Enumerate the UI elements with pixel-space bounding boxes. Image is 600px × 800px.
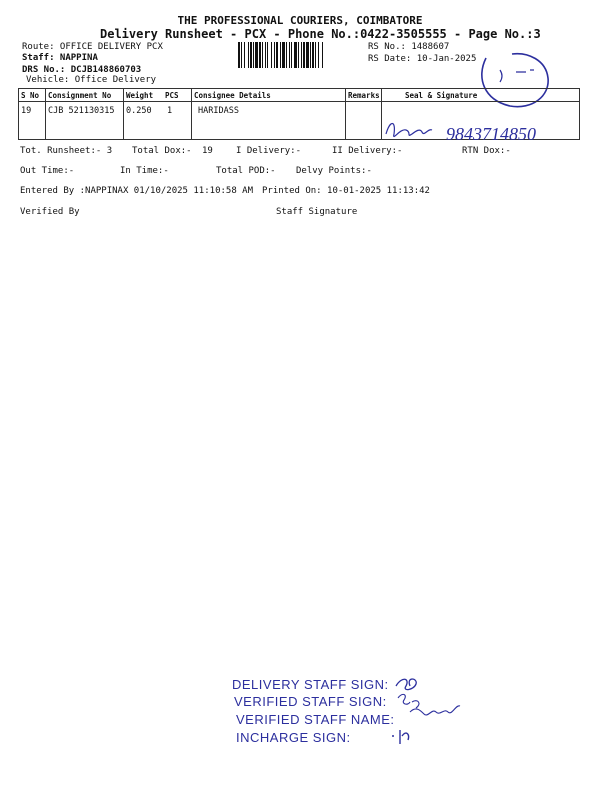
barcode-image [238,42,358,68]
col-pcs: PCS [165,91,179,100]
stamp-handwritten-signatures [390,668,500,758]
rs-date: RS Date: 10-Jan-2025 [368,54,477,64]
col-seal: Seal & Signature [405,91,478,100]
row-consignee: HARIDASS [198,106,239,116]
row-weight: 0.250 [126,106,152,116]
stamp-delivery-staff-sign: DELIVERY STAFF SIGN: [232,677,389,692]
col-remarks: Remarks [348,91,380,100]
col-consignment: Consignment No [48,91,112,100]
ii-delivery: II Delivery:- [332,146,403,156]
tot-runsheet: Tot. Runsheet:- 3 [20,146,113,156]
total-dox-value: 19 [202,146,213,156]
rtn-dox: RTN Dox:- [462,146,511,156]
row-consignment: CJB 521130315 [48,106,115,116]
staff-label: Staff: NAPPINA [22,53,98,63]
row-pcs: 1 [167,106,173,116]
in-time: In Time:- [120,166,169,176]
runsheet-title: Delivery Runsheet - PCX - Phone No.:0422-3505555 - Page No.:3 [100,27,541,41]
stamp-verified-staff-name: VERIFIED STAFF NAME: [236,712,395,727]
total-pod: Total POD:- [216,166,276,176]
total-dox-label: Total Dox:- [132,146,192,156]
col-weight: Weight [126,91,154,100]
company-title: THE PROFESSIONAL COURIERS, COIMBATORE [177,14,423,27]
stamp-incharge-sign: INCHARGE SIGN: [236,730,351,745]
row-sno: 19 [21,106,32,116]
verified-by: Verified By [20,207,80,217]
stamp-verified-staff-sign: VERIFIED STAFF SIGN: [234,694,387,709]
vehicle-label: Vehicle: Office Delivery [26,75,157,85]
delvy-points: Delvy Points:- [296,166,372,176]
col-sno: S No [21,91,40,100]
route-label: Route: OFFICE DELIVERY PCX [22,42,163,52]
i-delivery: I Delivery:- [236,146,302,156]
col-consignee: Consignee Details [194,91,271,100]
printed-on: Printed On: 10-01-2025 11:13:42 [262,186,430,196]
rs-number: RS No.: 1488607 [368,42,450,52]
staff-signature: Staff Signature [276,207,358,217]
handwritten-signature [380,112,560,148]
drs-number: DRS No.: DCJB148860703 [22,65,142,75]
out-time: Out Time:- [20,166,75,176]
entered-by: Entered By :NAPPINAX 01/10/2025 11:10:58 AM [20,186,253,196]
handwritten-phone: 9843714850 [446,124,536,144]
